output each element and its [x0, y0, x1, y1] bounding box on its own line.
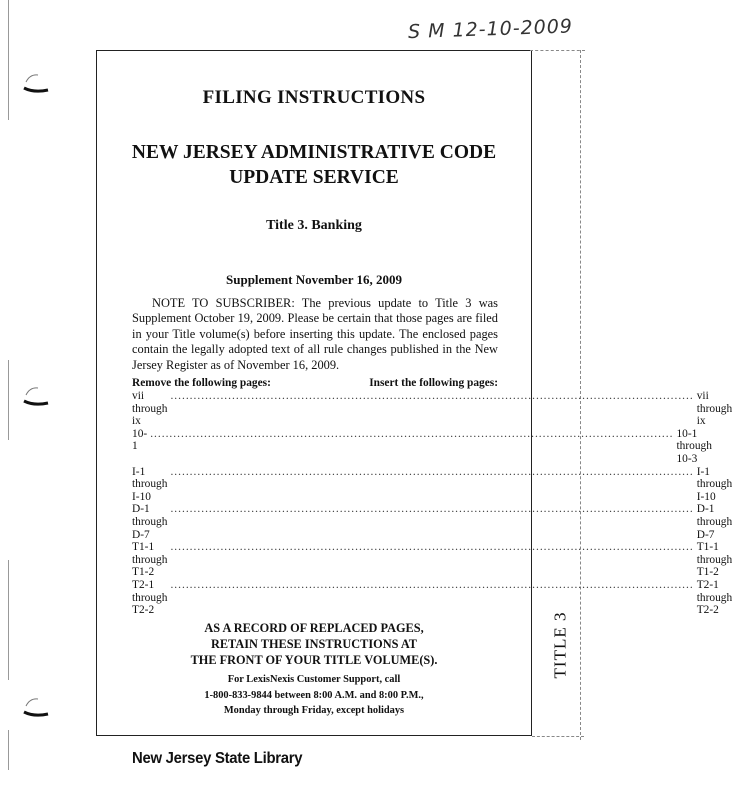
table-row [132, 427, 712, 466]
dot-leader: ........................................................................................................................................ [150, 427, 674, 440]
insert-pages: D-1 through D-7 [696, 503, 732, 541]
dot-leader: ........................................................................................................................................ [170, 578, 694, 591]
insert-pages: T1-1 through T1-2 [696, 541, 732, 579]
support-line: For LexisNexis Customer Support, call [227, 674, 401, 685]
remove-pages: 10-1 [132, 427, 148, 453]
support-phone: 1-800-833-9844 between 8:00 A.M. and 8:00 P.M., [204, 689, 424, 701]
remove-pages: vii through ix [132, 390, 168, 428]
remove-header: Remove the following pages: [132, 377, 271, 389]
remove-pages: I-1 through I-10 [132, 465, 168, 503]
record-notice [96, 620, 532, 668]
dot-leader: ........................................................................................................................................ [170, 503, 694, 516]
service-title-line: UPDATE SERVICE [229, 167, 399, 188]
dot-leader: ........................................................................................................................................ [170, 390, 694, 402]
library-stamp: New Jersey State Library [132, 750, 303, 767]
title-tab [540, 605, 580, 685]
handwritten-note: S M 12-10-2009 [407, 15, 574, 44]
table-row [132, 503, 732, 541]
remove-pages: T1-1 through T1-2 [132, 541, 168, 579]
support-info [96, 672, 532, 719]
record-notice-line: RETAIN THESE INSTRUCTIONS AT [210, 637, 418, 651]
table-row [132, 541, 732, 579]
pages-table [132, 376, 732, 617]
remove-pages: D-1 through D-7 [132, 503, 168, 541]
record-notice-line: AS A RECORD OF REPLACED PAGES, [204, 621, 424, 635]
title-tab-label: TITLE 3 [550, 611, 570, 679]
punch-hole-icon [22, 385, 52, 409]
pages-table-header [132, 376, 498, 390]
table-row [132, 390, 732, 428]
divider [532, 736, 584, 737]
title-name: Title 3. Banking [266, 218, 362, 233]
page-heading: FILING INSTRUCTIONS [202, 87, 426, 108]
subscriber-note: NOTE TO SUBSCRIBER: The previous update to Title 3 was Supplement October 19, 2009. Please be certain that those pages are filed in your Title volume(s) before inserting this update. The enclosed pages contain the legally adopted text of all rule changes published in the New Jersey Register as of November 16, 2009. [132, 296, 498, 372]
record-notice-line: THE FRONT OF YOUR TITLE VOLUME(S). [190, 653, 438, 667]
remove-pages: T2-1 through T2-2 [132, 578, 168, 617]
dot-leader: ........................................................................................................................................ [170, 465, 694, 478]
punch-hole-icon [22, 696, 52, 720]
insert-pages: 10-1 through 10-3 [676, 427, 712, 465]
table-row [132, 578, 732, 617]
divider [530, 50, 585, 51]
insert-header: Insert the following pages: [369, 377, 498, 389]
supplement-date: Supplement November 16, 2009 [226, 272, 402, 287]
punch-hole-icon [22, 72, 52, 96]
dot-leader: ........................................................................................................................................ [170, 541, 694, 554]
table-row [132, 465, 732, 504]
page-edge-line [8, 560, 9, 680]
page-edge-line [8, 730, 9, 770]
insert-pages: T2-1 through T2-2 [696, 578, 732, 617]
support-line: Monday through Friday, except holidays [223, 705, 405, 716]
page-edge-line [8, 0, 9, 120]
service-title [96, 140, 532, 190]
page-edge-line [8, 360, 9, 440]
service-title-line: NEW JERSEY ADMINISTRATIVE CODE [131, 142, 497, 163]
insert-pages: vii through ix [696, 390, 732, 428]
insert-pages: I-1 through I-10 [696, 465, 732, 503]
